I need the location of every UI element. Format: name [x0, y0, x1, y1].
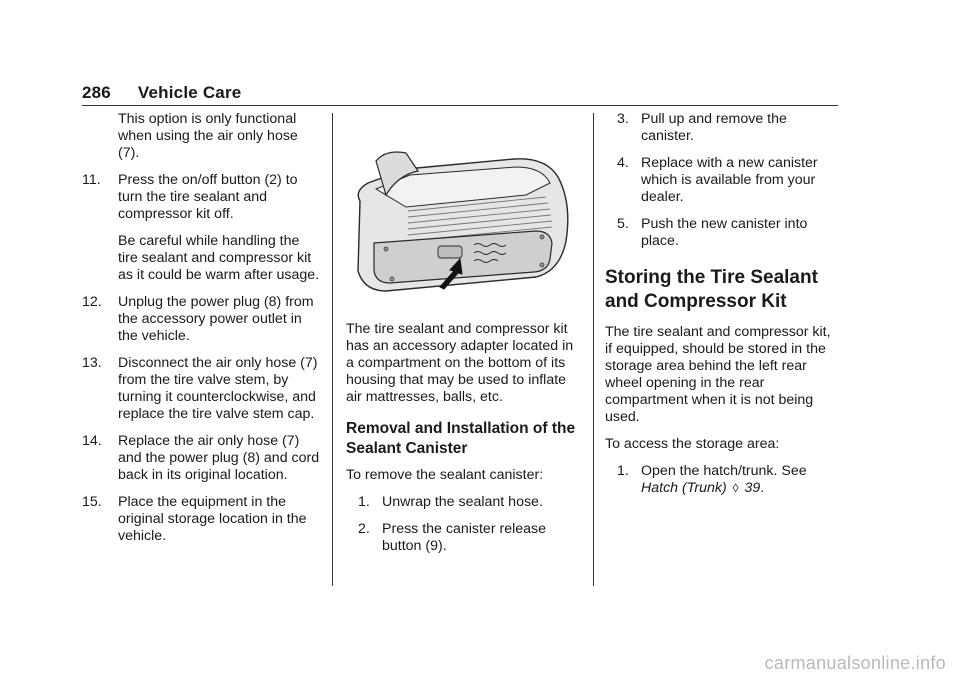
column-divider-1 — [332, 113, 333, 586]
step-12 — [82, 294, 322, 345]
removal-step-4 — [617, 155, 841, 206]
page-header — [82, 83, 241, 103]
step-number: 12. — [82, 294, 102, 310]
heading-storing-kit: Storing the Tire Sealant and Compressor Kit — [605, 267, 818, 312]
storage-paragraph: The tire sealant and compressor kit, if equipped, should be stored in the storage area behind the left rear wheel opening in the rear compartment when it is not being used. — [605, 324, 831, 425]
step-13 — [82, 355, 322, 423]
section-title: Vehicle Care — [137, 83, 242, 102]
step-end: . — [760, 480, 765, 496]
step-text: Replace with a new canister which is available from your dealer. — [641, 155, 818, 205]
storage-step-1 — [617, 463, 841, 497]
hatch-trunk-link[interactable]: Hatch (Trunk) — [641, 480, 727, 496]
cross-reference-icon: ◊ — [732, 481, 739, 495]
removal-step-3 — [617, 111, 841, 145]
step-text: Unwrap the sealant hose. — [382, 494, 543, 510]
step-text: Press the on/off button (2) to turn the tire sealant and compressor kit off. — [118, 172, 298, 222]
watermark: carmanualsonline.info — [764, 653, 946, 673]
step-number: 15. — [82, 494, 102, 510]
step-text: Press the canister release button (9). — [382, 521, 547, 554]
step-number: 14. — [82, 433, 102, 449]
step-text: Pull up and remove the canister. — [641, 111, 787, 144]
step-text: Push the new canister into place. — [641, 216, 808, 249]
step-15 — [82, 494, 322, 545]
column-1 — [82, 111, 322, 555]
cross-reference-page[interactable]: 39 — [744, 480, 761, 496]
step-14 — [82, 433, 322, 484]
removal-step-1 — [358, 494, 582, 511]
header-rule — [82, 105, 838, 106]
step-number: 3. — [617, 111, 629, 127]
step-text: Open the hatch/trunk. See — [641, 463, 807, 479]
page-number: 286 — [82, 83, 111, 102]
column-3 — [605, 111, 841, 507]
removal-step-5 — [617, 216, 841, 250]
step-text: Unplug the power plug (8) from the accessory power outlet in the vehicle. — [118, 294, 314, 344]
step-text: Replace the air only hose (7) and the power plug (8) and cord back in its original location. — [118, 433, 320, 483]
compressor-kit-drawing — [346, 131, 582, 309]
step-text: Place the equipment in the original storage location in the vehicle. — [118, 494, 307, 544]
intro-note: This option is only functional when using the air only hose (7). — [118, 111, 298, 161]
step-11 — [82, 172, 322, 223]
step-number: 2. — [358, 521, 370, 537]
step-number: 11. — [82, 172, 101, 188]
step-number: 1. — [617, 463, 629, 479]
step-number: 5. — [617, 216, 629, 232]
storage-lead: To access the storage area: — [605, 436, 780, 452]
compressor-kit-illustration — [346, 131, 582, 309]
removal-lead: To remove the sealant canister: — [346, 467, 544, 483]
step-number: 4. — [617, 155, 629, 171]
column-2 — [346, 111, 582, 565]
heading-removal-installation: Removal and Installation of the Sealant Canister — [346, 420, 576, 457]
column-divider-2 — [593, 113, 594, 586]
removal-step-2 — [358, 521, 582, 555]
step-number: 13. — [82, 355, 102, 371]
step-text: Disconnect the air only hose (7) from the tire valve stem, by turning it counterclockwise, and replace the tire valve stem cap. — [118, 355, 318, 422]
step-number: 1. — [358, 494, 370, 510]
step-11-note: Be careful while handling the tire sealant and compressor kit as it could be warm after usage. — [118, 233, 320, 283]
figure-caption: The tire sealant and compressor kit has an accessory adapter located in a compartment on the bottom of its housing that may be used to inflate air mattresses, balls, etc. — [346, 321, 574, 405]
